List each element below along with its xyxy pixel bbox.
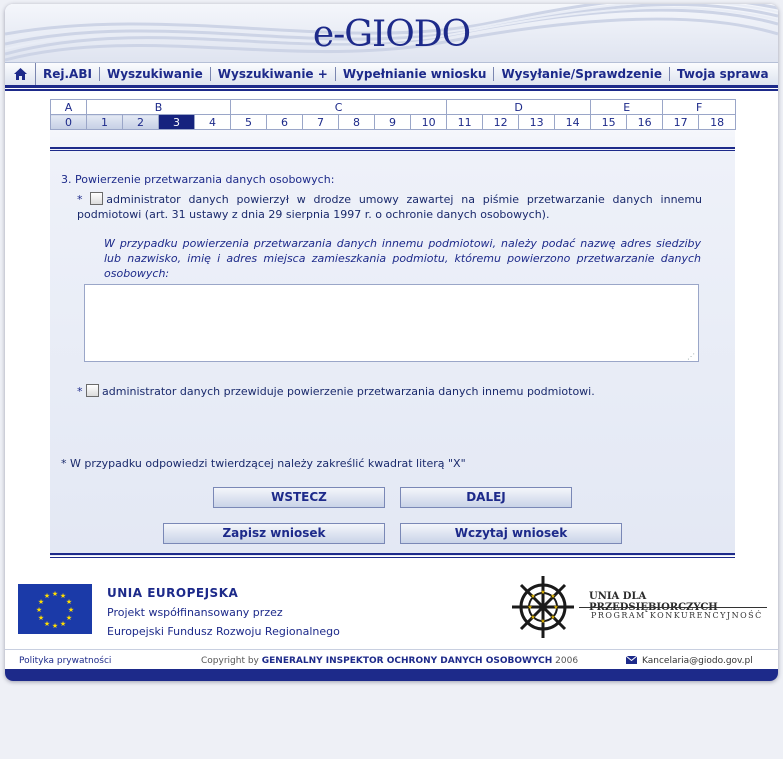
step-2[interactable]: 2 [123, 115, 159, 130]
main-nav [5, 62, 778, 88]
content-bottom-divider-thin [50, 557, 735, 558]
header [5, 4, 778, 62]
nav-rej-abi[interactable]: Rej.ABI [36, 67, 100, 81]
step-15[interactable]: 15 [591, 115, 627, 130]
nav-wysylanie-sprawdzenie[interactable]: Wysyłanie/Sprawdzenie [494, 67, 670, 81]
svg-text:★: ★ [553, 604, 559, 611]
footnote: * W przypadku odpowiedzi twierdzącej należy zakreślić kwadrat literą "X" [61, 457, 466, 470]
bottom-bar [5, 669, 778, 681]
copyright-prefix: Copyright by [201, 656, 259, 666]
step-group-a: A [51, 100, 87, 115]
step-9[interactable]: 9 [375, 115, 411, 130]
step-1[interactable]: 1 [87, 115, 123, 130]
entrusted-entity-textarea[interactable] [84, 284, 699, 362]
svg-text:★: ★ [65, 614, 73, 622]
form-content [50, 96, 735, 556]
step-8[interactable]: 8 [339, 115, 375, 130]
option-1-label: administrator danych powierzył w drodze umowy zawartej na piśmie przetwarzanie danych innemu podmiotowi (art. 31 ustawy z dnia 29 sierpnia 1997 r. o ochronie danych osobowych). [77, 193, 702, 221]
svg-text:★: ★ [51, 622, 59, 630]
step-3-current[interactable]: 3 [159, 115, 195, 130]
svg-text:★: ★ [530, 593, 536, 600]
svg-text:★: ★ [550, 614, 556, 621]
copyright-year: 2006 [555, 656, 579, 666]
step-group-e: E [591, 100, 663, 115]
page [5, 4, 778, 681]
svg-text:★: ★ [540, 618, 546, 625]
svg-text:★: ★ [527, 604, 533, 611]
required-star: * [77, 193, 83, 206]
copyright [201, 656, 578, 666]
step-group-b: B [87, 100, 231, 115]
svg-text:★: ★ [37, 598, 45, 606]
step-group-d: D [447, 100, 591, 115]
step-7[interactable]: 7 [303, 115, 339, 130]
step-17[interactable]: 17 [663, 115, 699, 130]
save-application-button[interactable]: Zapisz wniosek [163, 523, 385, 544]
udp-divider [579, 607, 767, 608]
load-application-button[interactable]: Wczytaj wniosek [400, 523, 622, 544]
step-5[interactable]: 5 [231, 115, 267, 130]
step-14[interactable]: 14 [555, 115, 591, 130]
svg-text:★: ★ [51, 590, 59, 598]
option-2-checkbox[interactable] [86, 384, 99, 397]
step-6[interactable]: 6 [267, 115, 303, 130]
svg-text:★: ★ [37, 614, 45, 622]
step-4[interactable]: 4 [195, 115, 231, 130]
email-address: Kancelaria@giodo.gov.pl [642, 656, 753, 666]
option-2-label: administrator danych przewiduje powierzenie przetwarzania danych innemu podmiotowi. [102, 385, 595, 398]
svg-text:★: ★ [530, 614, 536, 621]
eu-title: UNIA EUROPEJSKA [107, 586, 239, 600]
back-button[interactable]: WSTECZ [213, 487, 385, 508]
site-logo[interactable]: e-GIODO [312, 14, 471, 55]
udp-wheel-logo-icon [510, 574, 576, 640]
svg-text:★: ★ [59, 592, 67, 600]
question-title: 3. Powierzenie przetwarzania danych osobowych: [61, 173, 335, 186]
step-10[interactable]: 10 [411, 115, 447, 130]
svg-text:★: ★ [43, 620, 51, 628]
option-1-checkbox[interactable] [90, 192, 103, 205]
content-bottom-divider [50, 553, 735, 555]
option-1-row [77, 192, 702, 222]
email-link[interactable] [626, 656, 753, 666]
step-13[interactable]: 13 [519, 115, 555, 130]
svg-text:★: ★ [43, 592, 51, 600]
next-button[interactable]: DALEJ [400, 487, 572, 508]
step-group-c: C [231, 100, 447, 115]
svg-text:★: ★ [540, 589, 546, 596]
step-navigator [50, 99, 736, 130]
nav-wyszukiwanie-plus[interactable]: Wyszukiwanie + [211, 67, 336, 81]
step-12[interactable]: 12 [483, 115, 519, 130]
udp-subtitle: PROGRAM KONKURENCYJNOŚĆ [591, 611, 763, 620]
nav-wyszukiwanie[interactable]: Wyszukiwanie [100, 67, 211, 81]
section-divider-thin [50, 150, 735, 151]
udp-title: UNIA DLA [589, 591, 647, 602]
step-16[interactable]: 16 [627, 115, 663, 130]
svg-text:★: ★ [65, 598, 73, 606]
step-0[interactable]: 0 [51, 115, 87, 130]
envelope-icon [626, 656, 637, 664]
option-1-hint: W przypadku powierzenia przetwarzania danych innemu podmiotowi, należy podać nazwę adres siedziby lub nazwisko, imię i adres miejsca zamieszkania podmiotu, któremu powierzono przetwarzanie danych osobowych: [104, 237, 701, 280]
copyright-owner: GENERALNY INSPEKTOR OCHRONY DANYCH OSOBOWYCH [261, 656, 553, 666]
eu-line-1: Projekt współfinansowany przez [107, 606, 283, 619]
step-18[interactable]: 18 [699, 115, 736, 130]
svg-text:★: ★ [67, 606, 75, 614]
resize-grip-icon[interactable]: ⋰ [687, 352, 695, 361]
svg-text:★: ★ [550, 593, 556, 600]
nav-wypelnianie-wniosku[interactable]: Wypełnianie wniosku [336, 67, 495, 81]
section-divider [50, 147, 735, 149]
home-icon[interactable] [5, 63, 36, 85]
footer [5, 649, 778, 670]
option-2-row [77, 384, 702, 398]
svg-text:★: ★ [35, 606, 43, 614]
step-11[interactable]: 11 [447, 115, 483, 130]
step-group-f: F [663, 100, 736, 115]
svg-text:★: ★ [59, 620, 67, 628]
required-star-2: * [77, 385, 83, 398]
nav-twoja-sprawa[interactable]: Twoja sprawa [677, 67, 769, 81]
eu-flag-icon [18, 584, 92, 634]
privacy-policy-link[interactable]: Polityka prywatności [19, 656, 112, 666]
eu-line-2: Europejski Fundusz Rozwoju Regionalnego [107, 625, 340, 638]
nav-divider [5, 89, 778, 91]
eu-funding-text [107, 584, 340, 641]
